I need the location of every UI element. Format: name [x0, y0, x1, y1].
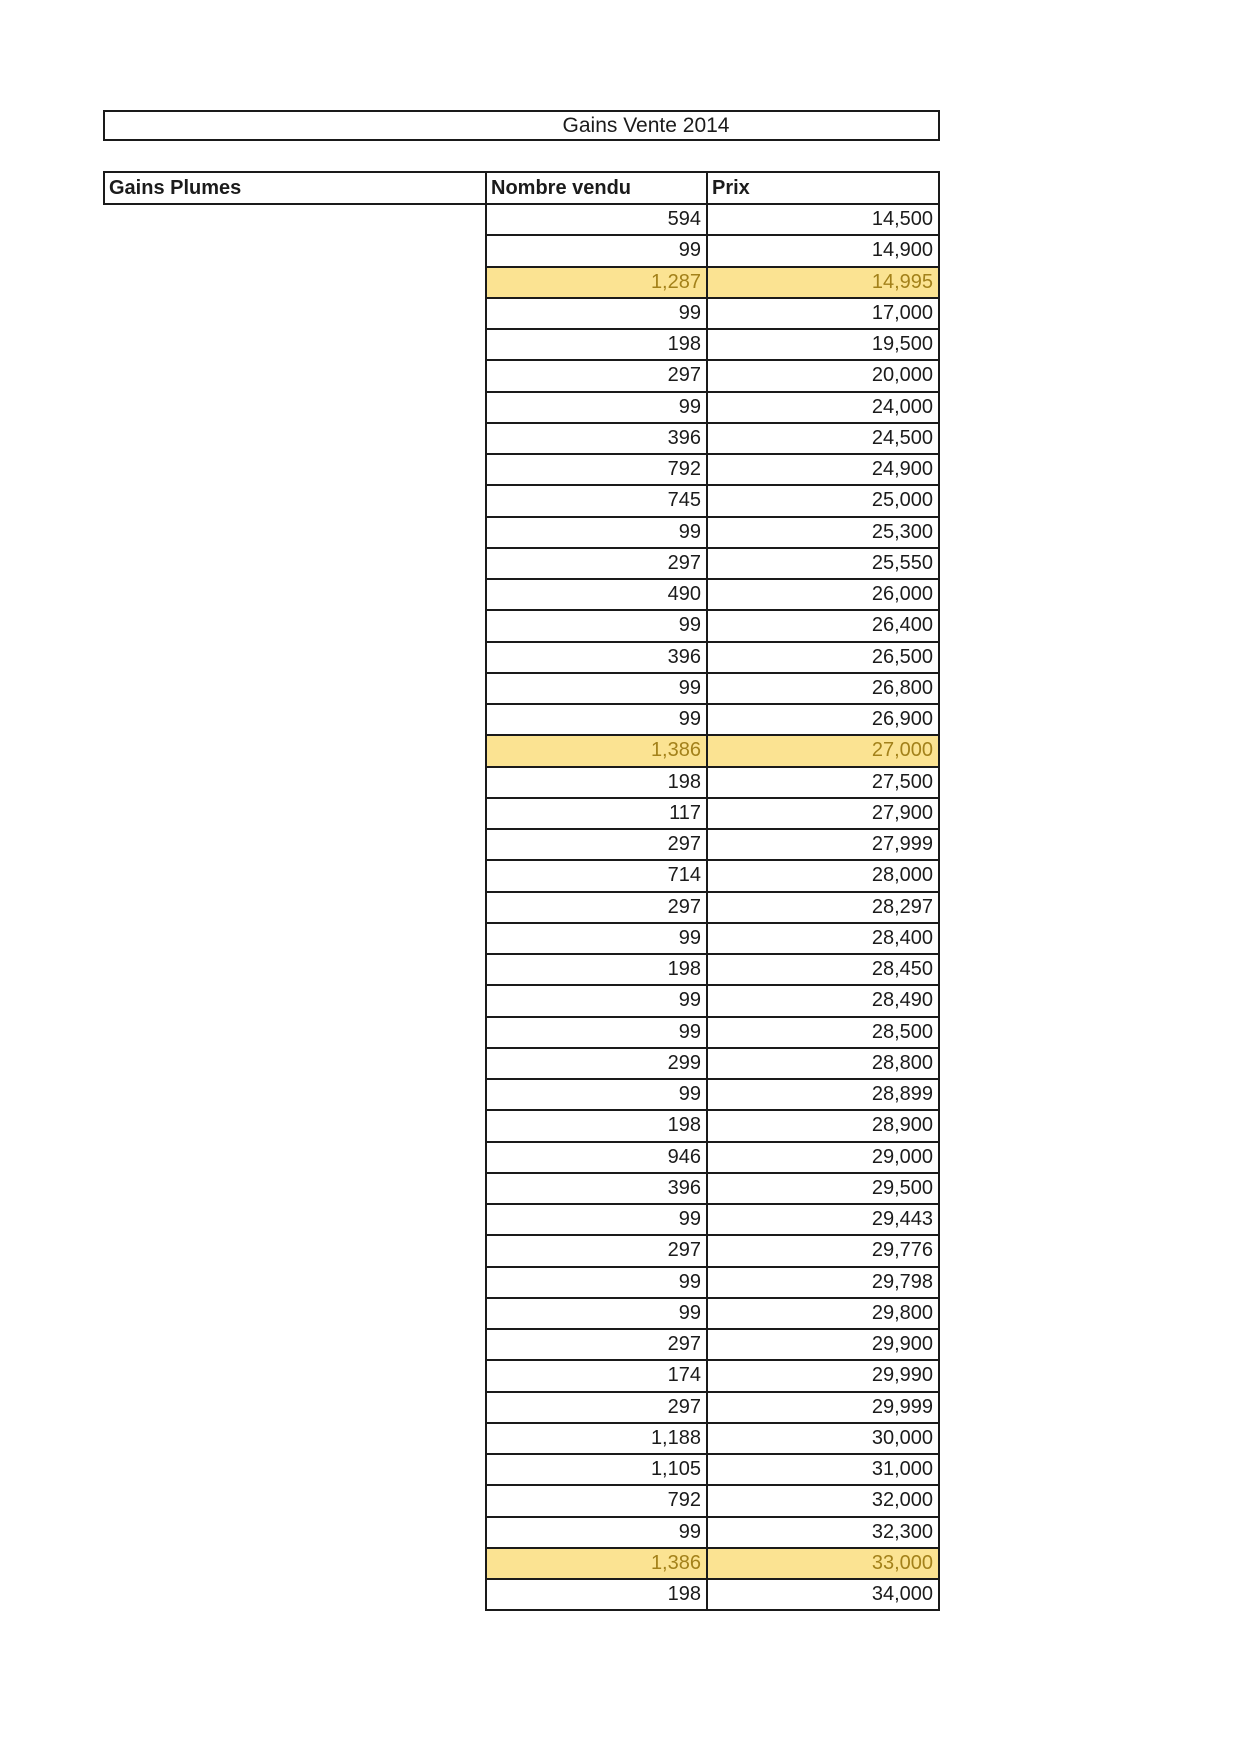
- table-row: [487, 1018, 940, 1049]
- nombre-vendu-cell: 99: [487, 1080, 708, 1111]
- table-row: [487, 549, 940, 580]
- prix-cell: 14,995: [708, 268, 940, 299]
- nombre-vendu-cell: 1,287: [487, 268, 708, 299]
- table-row: [487, 1455, 940, 1486]
- table-row: [487, 330, 940, 361]
- nombre-vendu-cell: 297: [487, 830, 708, 861]
- nombre-vendu-cell: 198: [487, 955, 708, 986]
- prix-cell: 28,899: [708, 1080, 940, 1111]
- header-nombre-vendu: Nombre vendu: [485, 171, 708, 205]
- nombre-vendu-cell: 99: [487, 236, 708, 267]
- table-row: [487, 643, 940, 674]
- prix-cell: 28,800: [708, 1049, 940, 1080]
- nombre-vendu-cell: 792: [487, 1486, 708, 1517]
- prix-cell: 31,000: [708, 1455, 940, 1486]
- nombre-vendu-cell: 745: [487, 486, 708, 517]
- table-row: [487, 299, 940, 330]
- nombre-vendu-cell: 1,386: [487, 1549, 708, 1580]
- table-row: [487, 268, 940, 299]
- prix-cell: 28,500: [708, 1018, 940, 1049]
- prix-cell: 28,000: [708, 861, 940, 892]
- table-row: [487, 861, 940, 892]
- table-row: [487, 986, 940, 1017]
- table-row: [487, 1580, 940, 1611]
- nombre-vendu-cell: 99: [487, 1518, 708, 1549]
- prix-cell: 19,500: [708, 330, 940, 361]
- prix-cell: 26,000: [708, 580, 940, 611]
- nombre-vendu-cell: 1,386: [487, 736, 708, 767]
- table-row: [487, 1049, 940, 1080]
- prix-cell: 29,000: [708, 1143, 940, 1174]
- nombre-vendu-cell: 99: [487, 705, 708, 736]
- nombre-vendu-cell: 1,105: [487, 1455, 708, 1486]
- prix-cell: 27,999: [708, 830, 940, 861]
- table-row: [487, 1393, 940, 1424]
- nombre-vendu-cell: 299: [487, 1049, 708, 1080]
- table-row: [487, 1111, 940, 1142]
- table-row: [487, 705, 940, 736]
- table-row: [487, 924, 940, 955]
- table-row: [487, 486, 940, 517]
- nombre-vendu-cell: 946: [487, 1143, 708, 1174]
- nombre-vendu-cell: 297: [487, 549, 708, 580]
- prix-cell: 29,999: [708, 1393, 940, 1424]
- header-prix: Prix: [706, 171, 940, 205]
- prix-cell: 30,000: [708, 1424, 940, 1455]
- nombre-vendu-cell: 396: [487, 643, 708, 674]
- table-row: [487, 424, 940, 455]
- prix-cell: 24,900: [708, 455, 940, 486]
- prix-cell: 26,500: [708, 643, 940, 674]
- prix-cell: 29,776: [708, 1236, 940, 1267]
- prix-cell: 29,900: [708, 1330, 940, 1361]
- nombre-vendu-cell: 594: [487, 205, 708, 236]
- table-row: [487, 1174, 940, 1205]
- prix-cell: 28,400: [708, 924, 940, 955]
- nombre-vendu-cell: 792: [487, 455, 708, 486]
- prix-cell: 14,900: [708, 236, 940, 267]
- title-box: [103, 110, 940, 141]
- prix-cell: 29,443: [708, 1205, 940, 1236]
- nombre-vendu-cell: 198: [487, 330, 708, 361]
- prix-cell: 25,300: [708, 518, 940, 549]
- nombre-vendu-cell: 490: [487, 580, 708, 611]
- table-row: [487, 768, 940, 799]
- table-row: [487, 361, 940, 392]
- prix-cell: 27,900: [708, 799, 940, 830]
- prix-cell: 24,500: [708, 424, 940, 455]
- table-row: [487, 674, 940, 705]
- table-row: [487, 205, 940, 236]
- nombre-vendu-cell: 714: [487, 861, 708, 892]
- table-row: [487, 611, 940, 642]
- nombre-vendu-cell: 1,188: [487, 1424, 708, 1455]
- header-gains-plumes: Gains Plumes: [103, 171, 487, 205]
- table-row: [487, 1236, 940, 1267]
- prix-cell: 27,000: [708, 736, 940, 767]
- nombre-vendu-cell: 99: [487, 1205, 708, 1236]
- table-row: [487, 1205, 940, 1236]
- table-row: [487, 893, 940, 924]
- prix-cell: 24,000: [708, 393, 940, 424]
- nombre-vendu-cell: 117: [487, 799, 708, 830]
- prix-cell: 29,500: [708, 1174, 940, 1205]
- prix-cell: 33,000: [708, 1549, 940, 1580]
- table-row: [487, 736, 940, 767]
- page-title: Gains Vente 2014: [562, 113, 730, 137]
- table-row: [487, 236, 940, 267]
- table-row: [487, 1424, 940, 1455]
- nombre-vendu-cell: 99: [487, 393, 708, 424]
- nombre-vendu-cell: 198: [487, 1111, 708, 1142]
- nombre-vendu-cell: 99: [487, 299, 708, 330]
- nombre-vendu-cell: 99: [487, 611, 708, 642]
- prix-cell: 32,000: [708, 1486, 940, 1517]
- nombre-vendu-cell: 99: [487, 1018, 708, 1049]
- nombre-vendu-cell: 198: [487, 1580, 708, 1611]
- table-row: [487, 1299, 940, 1330]
- nombre-vendu-cell: 99: [487, 1299, 708, 1330]
- table-row: [487, 518, 940, 549]
- nombre-vendu-cell: 396: [487, 1174, 708, 1205]
- table-row: [487, 830, 940, 861]
- prix-cell: 28,297: [708, 893, 940, 924]
- table-row: [487, 799, 940, 830]
- sales-table-body: [487, 205, 940, 1611]
- table-row: [487, 1486, 940, 1517]
- prix-cell: 26,400: [708, 611, 940, 642]
- table-row: [487, 1330, 940, 1361]
- nombre-vendu-cell: 198: [487, 768, 708, 799]
- table-row: [487, 1143, 940, 1174]
- table-row: [487, 1361, 940, 1392]
- nombre-vendu-cell: 99: [487, 1268, 708, 1299]
- nombre-vendu-cell: 297: [487, 1236, 708, 1267]
- nombre-vendu-cell: 99: [487, 924, 708, 955]
- sales-table: [485, 203, 940, 1611]
- table-row: [487, 580, 940, 611]
- table-row: [487, 1549, 940, 1580]
- nombre-vendu-cell: 297: [487, 1393, 708, 1424]
- prix-cell: 28,900: [708, 1111, 940, 1142]
- prix-cell: 27,500: [708, 768, 940, 799]
- nombre-vendu-cell: 99: [487, 674, 708, 705]
- prix-cell: 29,800: [708, 1299, 940, 1330]
- prix-cell: 32,300: [708, 1518, 940, 1549]
- prix-cell: 29,798: [708, 1268, 940, 1299]
- prix-cell: 26,900: [708, 705, 940, 736]
- prix-cell: 28,450: [708, 955, 940, 986]
- nombre-vendu-cell: 396: [487, 424, 708, 455]
- table-row: [487, 393, 940, 424]
- prix-cell: 29,990: [708, 1361, 940, 1392]
- prix-cell: 25,550: [708, 549, 940, 580]
- prix-cell: 17,000: [708, 299, 940, 330]
- table-row: [487, 955, 940, 986]
- nombre-vendu-cell: 297: [487, 361, 708, 392]
- prix-cell: 26,800: [708, 674, 940, 705]
- prix-cell: 25,000: [708, 486, 940, 517]
- nombre-vendu-cell: 297: [487, 1330, 708, 1361]
- nombre-vendu-cell: 174: [487, 1361, 708, 1392]
- table-row: [487, 1268, 940, 1299]
- table-row: [487, 1518, 940, 1549]
- nombre-vendu-cell: 99: [487, 986, 708, 1017]
- nombre-vendu-cell: 99: [487, 518, 708, 549]
- table-row: [487, 1080, 940, 1111]
- prix-cell: 14,500: [708, 205, 940, 236]
- nombre-vendu-cell: 297: [487, 893, 708, 924]
- prix-cell: 28,490: [708, 986, 940, 1017]
- prix-cell: 34,000: [708, 1580, 940, 1611]
- table-row: [487, 455, 940, 486]
- prix-cell: 20,000: [708, 361, 940, 392]
